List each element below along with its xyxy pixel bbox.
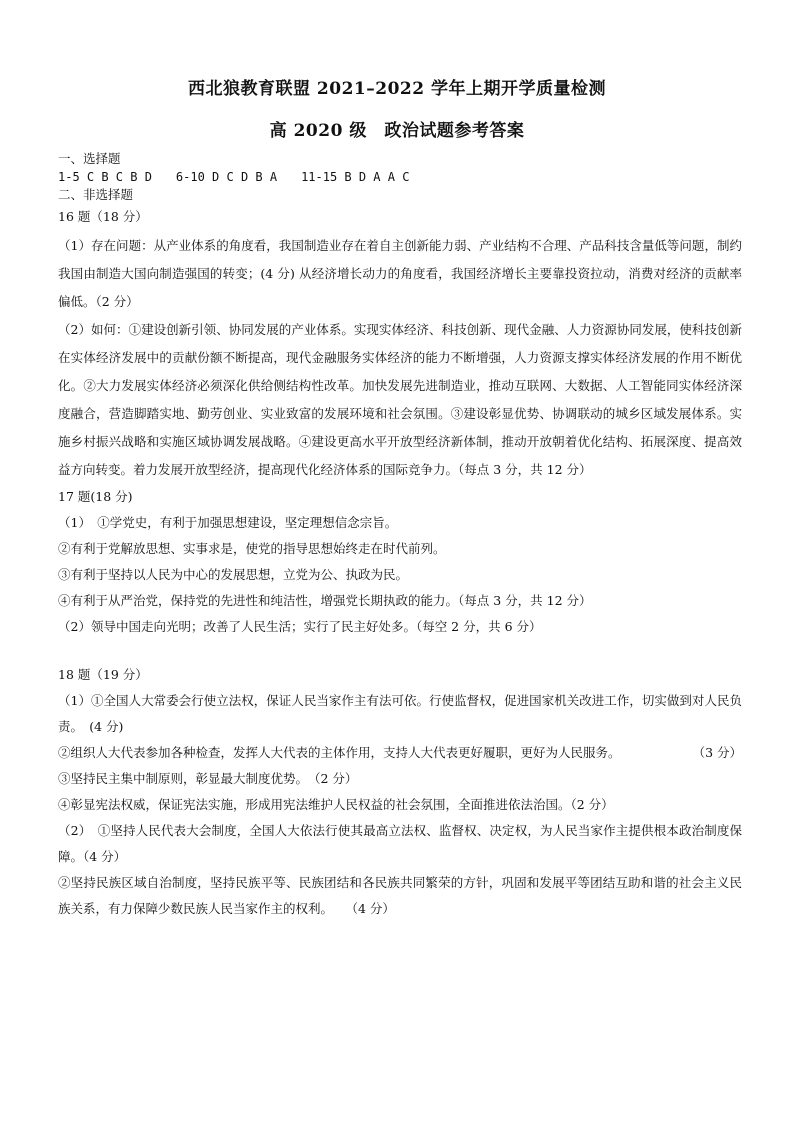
q18-line4: ④彰显宪法权威，保证宪法实施，形成用宪法维护人民权益的社会氛围，全面推进依法治国。（2 分） (58, 797, 614, 812)
q17-line4: ④有利于从严治党，保持党的先进性和纯洁性，增强党长期执政的能力。（每点 3 分，共 12 分） (58, 593, 592, 608)
q18-part1: （1）①全国人大常委会行使立法权，保证人民当家作主有法可依。行使监督权，促进国家机关改进工作，切实做到对人民负责。 (4 分) (58, 693, 742, 734)
document-subtitle: 高 2020 级 政治试题参考答案 (269, 121, 525, 141)
q16-answers (58, 232, 742, 484)
q18-line3: ③坚持民主集中制原则，彰显最大制度优势。 （2 分） (58, 771, 358, 786)
q18-line2 (58, 740, 742, 766)
q16-part1: （1）存在问题：从产业体系的角度看，我国制造业存在着自主创新能力弱、产业结构不合理、产品科技含量低等问题，制约我国由制造大国向制造强国的转变；(4 分) 从经济增长动力的角度看，我国经济增长主要靠投资拉动，消费对经济的贡献率偏低。（2 分） (58, 238, 742, 309)
q18-answers (58, 688, 742, 740)
q16-heading: 16 题（18 分） (58, 209, 148, 224)
q18-line2-text: ②组织人大代表参加各种检查，发挥人大代表的主体作用，支持人大代表更好履职，更好为人民服务。 (58, 745, 621, 760)
q17-line1: （1） ①学党史，有利于加强思想建设，坚定理想信念宗旨。 (58, 515, 398, 530)
multiple-choice-answers: 1-5 C B C B D 6-10 D C D B A 11-15 B D A A C (58, 170, 410, 184)
q16-part2: （2）如何：①建设创新引领、协同发展的产业体系。实现实体经济、科技创新、现代金融、人力资源协同发展，使科技创新在实体经济发展中的贡献份额不断提高，现代金融服务实体经济的能力不断增强，人力资源支撑实体经济发展的作用不断优化。②大力发展实体经济必须深化供给侧结构性改革。加快发展先进制造业，推动互联网、大数据、人工智能同实体经济深度融合，营造脚踏实地、勤劳创业、实业致富的发展环境和社会氛围。③建设彰显优势、协调联动的城乡区域发展体系。实施乡村振兴战略和实施区域协调发展战略。④建设更高水平开放型经济新体制，推动开放朝着优化结构、拓展深度、提高效益方向转变。着力发展开放型经济，提高现代化经济体系的国际竞争力。（每点 3 分，共 12 分） (58, 322, 742, 477)
q18-part2 (58, 818, 742, 922)
q17-line5: （2）领导中国走向光明；改善了人民生活；实行了民主好处多。（每空 2 分，共 6 分） (58, 619, 542, 634)
section-multiple-choice-heading: 一、选择题 (58, 151, 121, 166)
q18-part2-line2: ②坚持民族区域自治制度，坚持民族平等、民族团结和各民族共同繁荣的方针，巩固和发展平等团结互助和谐的社会主义民族关系，有力保障少数民族人民当家作主的权利。 （4 分） (58, 875, 742, 916)
answer-body (58, 150, 742, 922)
section-non-choice-heading: 二、非选择题 (58, 187, 134, 202)
spacer (58, 640, 742, 662)
q17-line3: ③有利于坚持以人民为中心的发展思想，立党为公、执政为民。 (58, 567, 409, 582)
q18-line2-score: （3 分） (692, 745, 742, 760)
q17-heading: 17 题(18 分) (58, 489, 133, 504)
q18-part2-line1: （2） ①坚持人民代表大会制度，全国人大依法行使其最高立法权、监督权、决定权，为人民当家作主提供根本政治制度保障。（4 分） (58, 823, 742, 864)
q17-line2: ②有利于党解放思想、实事求是，使党的指导思想始终走在时代前列。 (58, 541, 446, 556)
q18-heading: 18 题（19 分） (58, 667, 148, 682)
document-title: 西北狼教育联盟 2021–2022 学年上期开学质量检测 (188, 79, 606, 99)
